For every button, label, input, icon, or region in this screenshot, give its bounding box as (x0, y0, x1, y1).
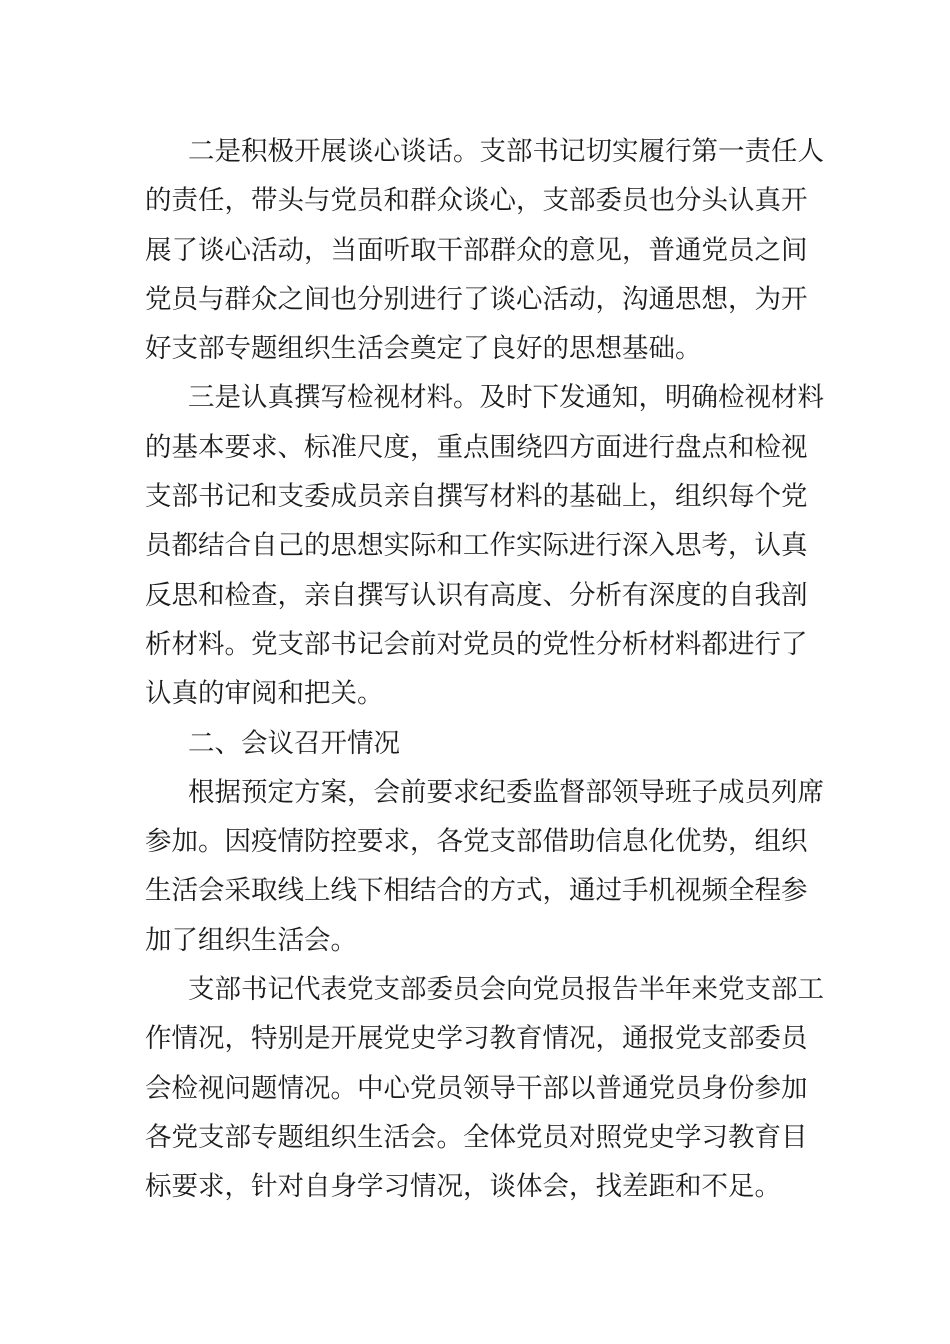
section-heading: 二、会议召开情况 (188, 727, 400, 759)
text-line: 析材料。党支部书记会前对党员的党性分析材料都进行了 (145, 628, 808, 660)
text-line: 展了谈心活动，当面听取干部群众的意见，普通党员之间 (145, 234, 808, 266)
text-line: 的基本要求、标准尺度，重点围绕四方面进行盘点和检视 (145, 431, 808, 463)
text-line: 二是积极开展谈心谈话。支部书记切实履行第一责任人 (188, 136, 824, 167)
text-line: 各党支部专题组织生活会。全体党员对照党史学习教育目 (145, 1121, 808, 1153)
text-line: 好支部专题组织生活会奠定了良好的思想基础。 (145, 333, 702, 365)
text-line: 标要求，针对自身学习情况，谈体会，找差距和不足。 (145, 1171, 781, 1203)
text-line: 员都结合自己的思想实际和工作实际进行深入思考，认真 (145, 530, 808, 562)
text-line: 党员与群众之间也分别进行了谈心活动，沟通思想，为开 (145, 283, 808, 315)
text-line: 三是认真撰写检视材料。及时下发通知，明确检视材料 (188, 382, 824, 414)
text-line: 的责任，带头与党员和群众谈心，支部委员也分头认真开 (145, 185, 808, 217)
text-line: 生活会采取线上线下相结合的方式，通过手机视频全程参 (145, 875, 808, 907)
text-line: 根据预定方案，会前要求纪委监督部领导班子成员列席 (188, 776, 824, 808)
text-line: 认真的审阅和把关。 (145, 678, 384, 710)
text-line: 加了组织生活会。 (145, 924, 357, 956)
text-line: 支部书记代表党支部委员会向党员报告半年来党支部工 (188, 974, 824, 1006)
text-line: 参加。因疫情防控要求，各党支部借助信息化优势，组织 (145, 826, 808, 858)
text-line: 支部书记和支委成员亲自撰写材料的基础上，组织每个党 (145, 481, 808, 513)
text-line: 会检视问题情况。中心党员领导干部以普通党员身份参加 (145, 1072, 808, 1104)
text-line: 作情况，特别是开展党史学习教育情况，通报党支部委员 (145, 1023, 808, 1055)
text-line: 反思和检查，亲自撰写认识有高度、分析有深度的自我剖 (145, 579, 808, 611)
